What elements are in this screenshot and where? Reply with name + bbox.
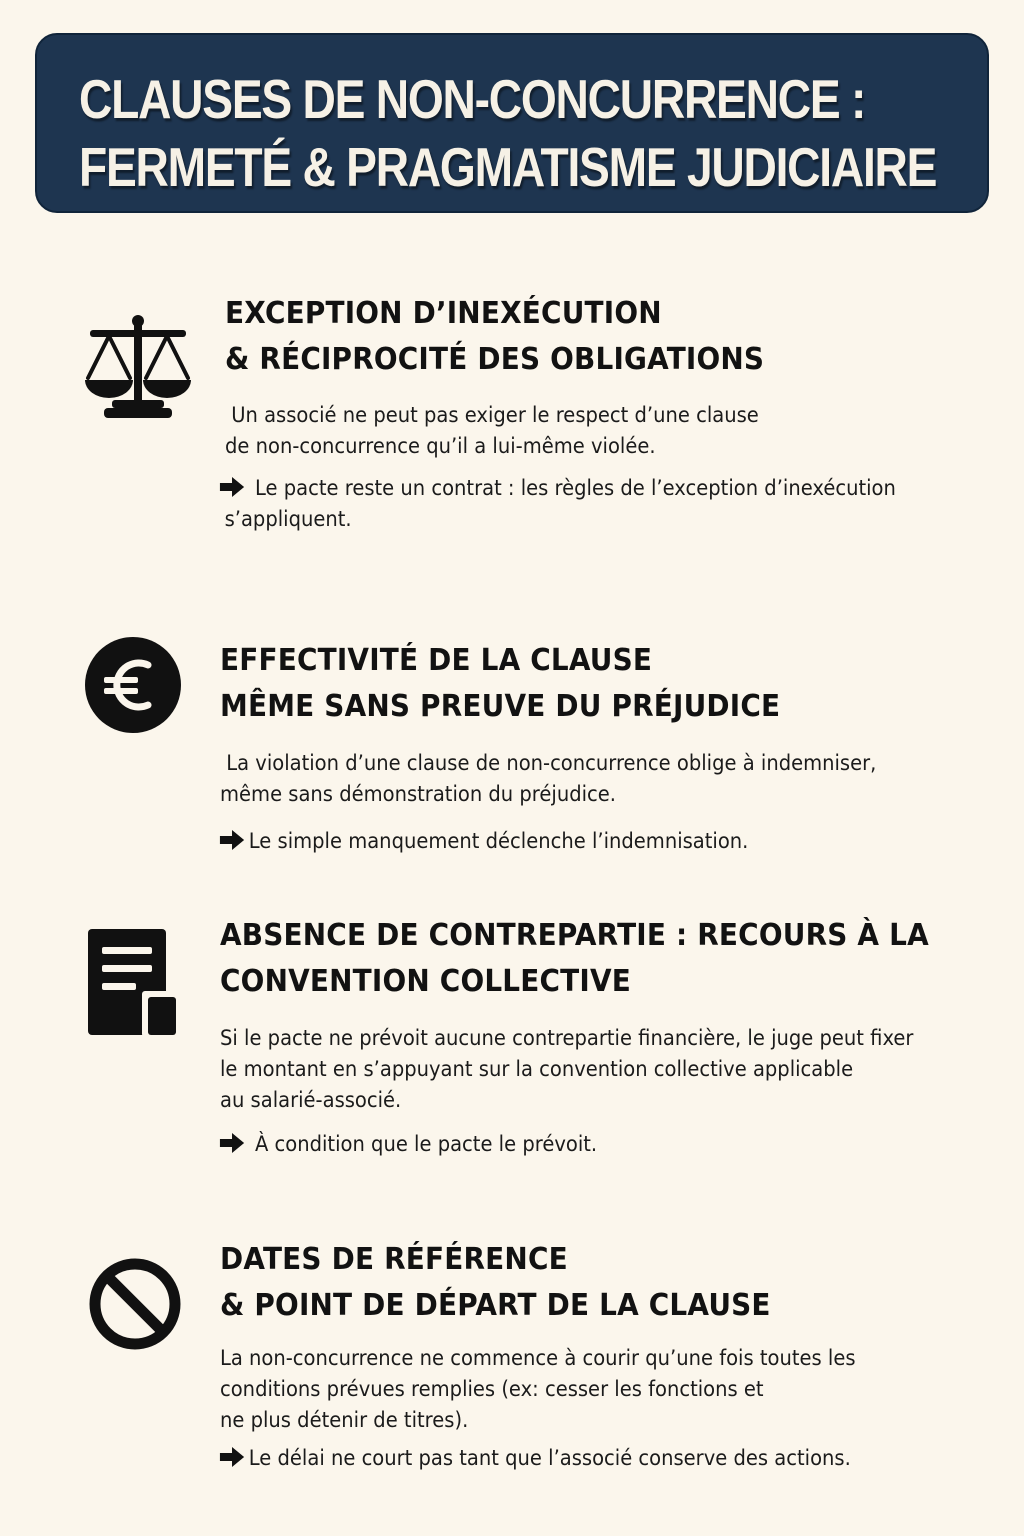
section-note-line-1-text: Le pacte reste un contrat : les règles de l’exception d’inexécution [248, 476, 896, 500]
section-title [220, 1237, 771, 1329]
section-body-line-1: La violation d’une clause de non-concurrence oblige à indemniser, [220, 751, 877, 775]
section-body [220, 1343, 856, 1436]
section-body-line-2: conditions prévues remplies (ex: cesser les fonctions et [220, 1377, 764, 1401]
page-title-line-2: FERMETÉ & PRAGMATISME JUDICIAIRE [79, 136, 937, 198]
arrow-right-icon [219, 830, 245, 850]
section-title-line-1: DATES DE RÉFÉRENCE [220, 1242, 568, 1277]
section-note-line-1-text: À condition que le pacte le prévoit. [248, 1132, 598, 1156]
prohibited-icon [88, 1257, 182, 1351]
page-title [79, 65, 937, 201]
section-body-line-3: ne plus détenir de titres). [220, 1408, 469, 1432]
section-body [220, 1023, 913, 1116]
section-title [220, 913, 929, 1005]
section-body-line-3: au salarié-associé. [220, 1088, 402, 1112]
section-note-line-1 [219, 1443, 851, 1474]
section-note [219, 1443, 851, 1474]
section-title-line-2: MÊME SANS PREUVE DU PRÉJUDICE [220, 689, 781, 724]
section-note [219, 1129, 597, 1160]
arrow-right-icon [219, 477, 245, 497]
section-title [225, 291, 764, 383]
header-banner [35, 33, 989, 213]
section-body-line-2: même sans démonstration du préjudice. [220, 782, 616, 806]
section-title-line-2: & RÉCIPROCITÉ DES OBLIGATIONS [225, 342, 765, 377]
section-body [225, 400, 759, 462]
section-title-line-2: & POINT DE DÉPART DE LA CLAUSE [220, 1288, 771, 1323]
section-title-line-1: EXCEPTION D’INEXÉCUTION [225, 296, 662, 331]
section-note-line-1 [219, 826, 748, 857]
section-body-line-1: Si le pacte ne prévoit aucune contrepartie financière, le juge peut fixer [220, 1026, 914, 1050]
section-note-line-1 [219, 473, 896, 504]
section-title-line-1: ABSENCE DE CONTREPARTIE : RECOURS À LA [220, 918, 929, 953]
page-title-line-1: CLAUSES DE NON-CONCURRENCE : [79, 68, 866, 130]
arrow-right-icon [219, 1447, 245, 1467]
document-icon [86, 927, 178, 1037]
section-body [220, 748, 876, 810]
section-body-line-2: de non-concurrence qu’il a lui-même violée. [225, 434, 656, 458]
section-note-line-2: s’appliquent. [224, 507, 352, 531]
section-body-line-1: Un associé ne peut pas exiger le respect d’une clause [225, 403, 759, 427]
section-note-line-1-text: Le délai ne court pas tant que l’associé conserve des actions. [248, 1446, 851, 1470]
section-note [219, 826, 748, 857]
scales-icon [82, 312, 194, 422]
section-note [219, 473, 896, 535]
arrow-right-icon [219, 1133, 245, 1153]
section-title-line-1: EFFECTIVITÉ DE LA CLAUSE [220, 643, 653, 678]
section-body-line-2: le montant en s’appuyant sur la convention collective applicable [220, 1057, 854, 1081]
section-title [220, 638, 780, 730]
section-note-line-1 [219, 1129, 597, 1160]
section-title-line-2: CONVENTION COLLECTIVE [220, 964, 632, 999]
section-note-line-1-text: Le simple manquement déclenche l’indemnisation. [248, 829, 749, 853]
section-body-line-1: La non-concurrence ne commence à courir qu’une fois toutes les [220, 1346, 856, 1370]
euro-icon [84, 636, 182, 734]
